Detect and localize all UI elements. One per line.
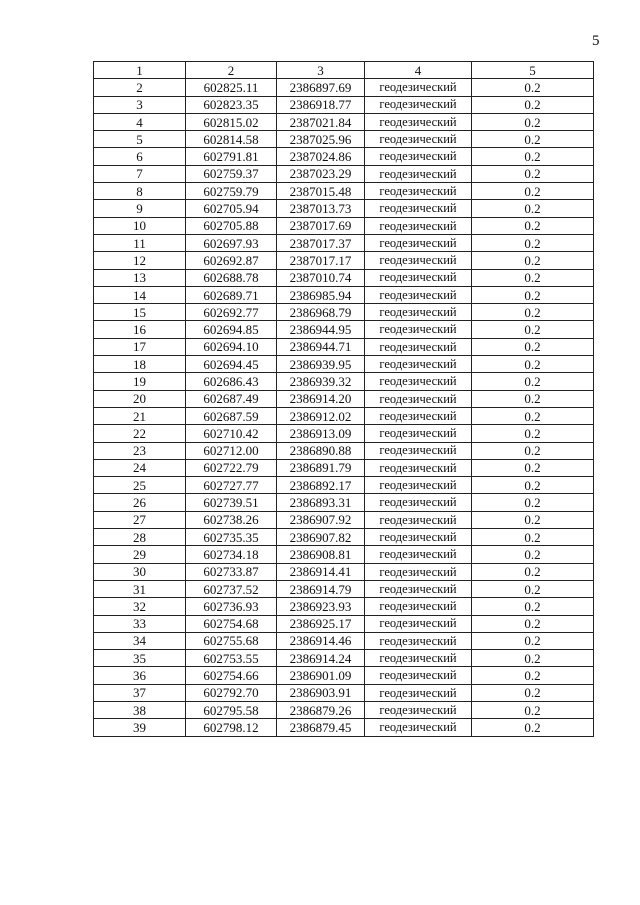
x-coordinate-cell: 602753.55 xyxy=(186,650,277,667)
point-number-cell: 5 xyxy=(94,131,186,148)
point-number-cell: 31 xyxy=(94,580,186,597)
x-coordinate-cell: 602735.35 xyxy=(186,529,277,546)
point-number-cell: 28 xyxy=(94,529,186,546)
point-number-cell: 34 xyxy=(94,632,186,649)
accuracy-cell: 0.2 xyxy=(472,183,594,200)
point-number-cell: 17 xyxy=(94,338,186,355)
method-cell: геодезический xyxy=(365,529,472,546)
x-coordinate-cell: 602694.45 xyxy=(186,356,277,373)
method-cell: геодезический xyxy=(365,113,472,130)
point-number-cell: 11 xyxy=(94,234,186,251)
point-number-cell: 19 xyxy=(94,373,186,390)
column-header-accuracy: 5 xyxy=(472,62,594,79)
y-coordinate-cell: 2386890.88 xyxy=(277,442,365,459)
accuracy-cell: 0.2 xyxy=(472,234,594,251)
table-row xyxy=(94,356,594,373)
accuracy-cell: 0.2 xyxy=(472,390,594,407)
method-cell: геодезический xyxy=(365,442,472,459)
method-cell: геодезический xyxy=(365,131,472,148)
point-number-cell: 29 xyxy=(94,546,186,563)
accuracy-cell: 0.2 xyxy=(472,684,594,701)
x-coordinate-cell: 602814.58 xyxy=(186,131,277,148)
method-cell: геодезический xyxy=(365,234,472,251)
method-cell: геодезический xyxy=(365,321,472,338)
table-row xyxy=(94,390,594,407)
point-number-cell: 18 xyxy=(94,356,186,373)
x-coordinate-cell: 602734.18 xyxy=(186,546,277,563)
point-number-cell: 15 xyxy=(94,304,186,321)
x-coordinate-cell: 602825.11 xyxy=(186,79,277,96)
table-row xyxy=(94,96,594,113)
accuracy-cell: 0.2 xyxy=(472,442,594,459)
accuracy-cell: 0.2 xyxy=(472,165,594,182)
coordinates-table xyxy=(93,61,594,737)
y-coordinate-cell: 2386879.26 xyxy=(277,701,365,718)
y-coordinate-cell: 2386914.41 xyxy=(277,563,365,580)
point-number-cell: 23 xyxy=(94,442,186,459)
method-cell: геодезический xyxy=(365,165,472,182)
accuracy-cell: 0.2 xyxy=(472,494,594,511)
point-number-cell: 35 xyxy=(94,650,186,667)
x-coordinate-cell: 602694.85 xyxy=(186,321,277,338)
accuracy-cell: 0.2 xyxy=(472,217,594,234)
table-row xyxy=(94,719,594,736)
method-cell: геодезический xyxy=(365,632,472,649)
table-row xyxy=(94,304,594,321)
method-cell: геодезический xyxy=(365,148,472,165)
accuracy-cell: 0.2 xyxy=(472,407,594,424)
method-cell: геодезический xyxy=(365,252,472,269)
y-coordinate-cell: 2386901.09 xyxy=(277,667,365,684)
table-row xyxy=(94,546,594,563)
accuracy-cell: 0.2 xyxy=(472,148,594,165)
y-coordinate-cell: 2387017.37 xyxy=(277,234,365,251)
table-row xyxy=(94,701,594,718)
point-number-cell: 32 xyxy=(94,598,186,615)
x-coordinate-cell: 602798.12 xyxy=(186,719,277,736)
y-coordinate-cell: 2386891.79 xyxy=(277,459,365,476)
y-coordinate-cell: 2386892.17 xyxy=(277,477,365,494)
method-cell: геодезический xyxy=(365,79,472,96)
method-cell: геодезический xyxy=(365,183,472,200)
x-coordinate-cell: 602705.88 xyxy=(186,217,277,234)
method-cell: геодезический xyxy=(365,650,472,667)
method-cell: геодезический xyxy=(365,511,472,528)
accuracy-cell: 0.2 xyxy=(472,269,594,286)
point-number-cell: 10 xyxy=(94,217,186,234)
table-row xyxy=(94,425,594,442)
point-number-cell: 13 xyxy=(94,269,186,286)
method-cell: геодезический xyxy=(365,217,472,234)
point-number-cell: 33 xyxy=(94,615,186,632)
point-number-cell: 36 xyxy=(94,667,186,684)
accuracy-cell: 0.2 xyxy=(472,511,594,528)
method-cell: геодезический xyxy=(365,615,472,632)
method-cell: геодезический xyxy=(365,598,472,615)
accuracy-cell: 0.2 xyxy=(472,286,594,303)
table-row xyxy=(94,200,594,217)
column-header-point-number: 1 xyxy=(94,62,186,79)
y-coordinate-cell: 2386944.95 xyxy=(277,321,365,338)
x-coordinate-cell: 602727.77 xyxy=(186,477,277,494)
accuracy-cell: 0.2 xyxy=(472,580,594,597)
y-coordinate-cell: 2386879.45 xyxy=(277,719,365,736)
point-number-cell: 12 xyxy=(94,252,186,269)
accuracy-cell: 0.2 xyxy=(472,546,594,563)
method-cell: геодезический xyxy=(365,407,472,424)
accuracy-cell: 0.2 xyxy=(472,719,594,736)
table-row xyxy=(94,338,594,355)
x-coordinate-cell: 602759.37 xyxy=(186,165,277,182)
accuracy-cell: 0.2 xyxy=(472,321,594,338)
method-cell: геодезический xyxy=(365,356,472,373)
accuracy-cell: 0.2 xyxy=(472,338,594,355)
point-number-cell: 27 xyxy=(94,511,186,528)
x-coordinate-cell: 602791.81 xyxy=(186,148,277,165)
y-coordinate-cell: 2386925.17 xyxy=(277,615,365,632)
accuracy-cell: 0.2 xyxy=(472,701,594,718)
x-coordinate-cell: 602733.87 xyxy=(186,563,277,580)
x-coordinate-cell: 602705.94 xyxy=(186,200,277,217)
y-coordinate-cell: 2386914.20 xyxy=(277,390,365,407)
accuracy-cell: 0.2 xyxy=(472,598,594,615)
point-number-cell: 20 xyxy=(94,390,186,407)
accuracy-cell: 0.2 xyxy=(472,477,594,494)
x-coordinate-cell: 602697.93 xyxy=(186,234,277,251)
table-row xyxy=(94,477,594,494)
y-coordinate-cell: 2386939.32 xyxy=(277,373,365,390)
point-number-cell: 39 xyxy=(94,719,186,736)
table-row xyxy=(94,79,594,96)
y-coordinate-cell: 2386944.71 xyxy=(277,338,365,355)
accuracy-cell: 0.2 xyxy=(472,252,594,269)
point-number-cell: 21 xyxy=(94,407,186,424)
method-cell: геодезический xyxy=(365,200,472,217)
y-coordinate-cell: 2387021.84 xyxy=(277,113,365,130)
accuracy-cell: 0.2 xyxy=(472,632,594,649)
method-cell: геодезический xyxy=(365,96,472,113)
accuracy-cell: 0.2 xyxy=(472,96,594,113)
point-number-cell: 24 xyxy=(94,459,186,476)
method-cell: геодезический xyxy=(365,684,472,701)
table-row xyxy=(94,442,594,459)
accuracy-cell: 0.2 xyxy=(472,304,594,321)
table-row xyxy=(94,217,594,234)
point-number-cell: 38 xyxy=(94,701,186,718)
y-coordinate-cell: 2387025.96 xyxy=(277,131,365,148)
y-coordinate-cell: 2387013.73 xyxy=(277,200,365,217)
column-header-x: 2 xyxy=(186,62,277,79)
page-number: 5 xyxy=(592,33,600,49)
method-cell: геодезический xyxy=(365,563,472,580)
x-coordinate-cell: 602759.79 xyxy=(186,183,277,200)
y-coordinate-cell: 2386907.92 xyxy=(277,511,365,528)
column-header-method: 4 xyxy=(365,62,472,79)
x-coordinate-cell: 602692.77 xyxy=(186,304,277,321)
method-cell: геодезический xyxy=(365,477,472,494)
y-coordinate-cell: 2386908.81 xyxy=(277,546,365,563)
x-coordinate-cell: 602755.68 xyxy=(186,632,277,649)
method-cell: геодезический xyxy=(365,580,472,597)
table-row xyxy=(94,407,594,424)
method-cell: геодезический xyxy=(365,286,472,303)
y-coordinate-cell: 2386968.79 xyxy=(277,304,365,321)
x-coordinate-cell: 602792.70 xyxy=(186,684,277,701)
method-cell: геодезический xyxy=(365,304,472,321)
table-header-row xyxy=(94,62,594,79)
table-row xyxy=(94,234,594,251)
x-coordinate-cell: 602712.00 xyxy=(186,442,277,459)
method-cell: геодезический xyxy=(365,269,472,286)
accuracy-cell: 0.2 xyxy=(472,425,594,442)
table-row xyxy=(94,632,594,649)
y-coordinate-cell: 2386907.82 xyxy=(277,529,365,546)
method-cell: геодезический xyxy=(365,701,472,718)
point-number-cell: 30 xyxy=(94,563,186,580)
x-coordinate-cell: 602737.52 xyxy=(186,580,277,597)
table-row xyxy=(94,684,594,701)
x-coordinate-cell: 602736.93 xyxy=(186,598,277,615)
y-coordinate-cell: 2387023.29 xyxy=(277,165,365,182)
method-cell: геодезический xyxy=(365,494,472,511)
accuracy-cell: 0.2 xyxy=(472,459,594,476)
accuracy-cell: 0.2 xyxy=(472,200,594,217)
y-coordinate-cell: 2386985.94 xyxy=(277,286,365,303)
y-coordinate-cell: 2386893.31 xyxy=(277,494,365,511)
point-number-cell: 37 xyxy=(94,684,186,701)
x-coordinate-cell: 602687.59 xyxy=(186,407,277,424)
point-number-cell: 16 xyxy=(94,321,186,338)
y-coordinate-cell: 2386914.24 xyxy=(277,650,365,667)
method-cell: геодезический xyxy=(365,338,472,355)
x-coordinate-cell: 602823.35 xyxy=(186,96,277,113)
y-coordinate-cell: 2386897.69 xyxy=(277,79,365,96)
point-number-cell: 4 xyxy=(94,113,186,130)
accuracy-cell: 0.2 xyxy=(472,563,594,580)
accuracy-cell: 0.2 xyxy=(472,356,594,373)
table-row xyxy=(94,615,594,632)
table-row xyxy=(94,165,594,182)
y-coordinate-cell: 2386914.79 xyxy=(277,580,365,597)
method-cell: геодезический xyxy=(365,667,472,684)
table-row xyxy=(94,373,594,390)
x-coordinate-cell: 602710.42 xyxy=(186,425,277,442)
x-coordinate-cell: 602689.71 xyxy=(186,286,277,303)
table-row xyxy=(94,113,594,130)
x-coordinate-cell: 602754.66 xyxy=(186,667,277,684)
accuracy-cell: 0.2 xyxy=(472,373,594,390)
table-body xyxy=(94,79,594,736)
y-coordinate-cell: 2386912.02 xyxy=(277,407,365,424)
x-coordinate-cell: 602694.10 xyxy=(186,338,277,355)
point-number-cell: 2 xyxy=(94,79,186,96)
table-row xyxy=(94,650,594,667)
y-coordinate-cell: 2386914.46 xyxy=(277,632,365,649)
x-coordinate-cell: 602739.51 xyxy=(186,494,277,511)
point-number-cell: 25 xyxy=(94,477,186,494)
table-row xyxy=(94,580,594,597)
point-number-cell: 3 xyxy=(94,96,186,113)
table-row xyxy=(94,148,594,165)
accuracy-cell: 0.2 xyxy=(472,650,594,667)
table-row xyxy=(94,286,594,303)
table-row xyxy=(94,529,594,546)
y-coordinate-cell: 2387015.48 xyxy=(277,183,365,200)
x-coordinate-cell: 602688.78 xyxy=(186,269,277,286)
point-number-cell: 9 xyxy=(94,200,186,217)
y-coordinate-cell: 2386918.77 xyxy=(277,96,365,113)
table-row xyxy=(94,321,594,338)
method-cell: геодезический xyxy=(365,719,472,736)
y-coordinate-cell: 2387017.17 xyxy=(277,252,365,269)
table-row xyxy=(94,598,594,615)
method-cell: геодезический xyxy=(365,546,472,563)
y-coordinate-cell: 2387017.69 xyxy=(277,217,365,234)
column-header-y: 3 xyxy=(277,62,365,79)
point-number-cell: 7 xyxy=(94,165,186,182)
table-row xyxy=(94,459,594,476)
x-coordinate-cell: 602722.79 xyxy=(186,459,277,476)
table-row xyxy=(94,183,594,200)
table-row xyxy=(94,667,594,684)
x-coordinate-cell: 602795.58 xyxy=(186,701,277,718)
accuracy-cell: 0.2 xyxy=(472,131,594,148)
accuracy-cell: 0.2 xyxy=(472,113,594,130)
point-number-cell: 14 xyxy=(94,286,186,303)
point-number-cell: 22 xyxy=(94,425,186,442)
point-number-cell: 8 xyxy=(94,183,186,200)
accuracy-cell: 0.2 xyxy=(472,79,594,96)
accuracy-cell: 0.2 xyxy=(472,615,594,632)
accuracy-cell: 0.2 xyxy=(472,667,594,684)
point-number-cell: 26 xyxy=(94,494,186,511)
accuracy-cell: 0.2 xyxy=(472,529,594,546)
method-cell: геодезический xyxy=(365,390,472,407)
table-row xyxy=(94,563,594,580)
x-coordinate-cell: 602738.26 xyxy=(186,511,277,528)
table-row xyxy=(94,269,594,286)
point-number-cell: 6 xyxy=(94,148,186,165)
x-coordinate-cell: 602692.87 xyxy=(186,252,277,269)
table-row xyxy=(94,511,594,528)
method-cell: геодезический xyxy=(365,373,472,390)
table-row xyxy=(94,131,594,148)
y-coordinate-cell: 2387024.86 xyxy=(277,148,365,165)
table-row xyxy=(94,252,594,269)
x-coordinate-cell: 602815.02 xyxy=(186,113,277,130)
x-coordinate-cell: 602686.43 xyxy=(186,373,277,390)
y-coordinate-cell: 2386913.09 xyxy=(277,425,365,442)
y-coordinate-cell: 2386903.91 xyxy=(277,684,365,701)
y-coordinate-cell: 2386939.95 xyxy=(277,356,365,373)
y-coordinate-cell: 2386923.93 xyxy=(277,598,365,615)
table-row xyxy=(94,494,594,511)
y-coordinate-cell: 2387010.74 xyxy=(277,269,365,286)
method-cell: геодезический xyxy=(365,425,472,442)
x-coordinate-cell: 602754.68 xyxy=(186,615,277,632)
x-coordinate-cell: 602687.49 xyxy=(186,390,277,407)
method-cell: геодезический xyxy=(365,459,472,476)
